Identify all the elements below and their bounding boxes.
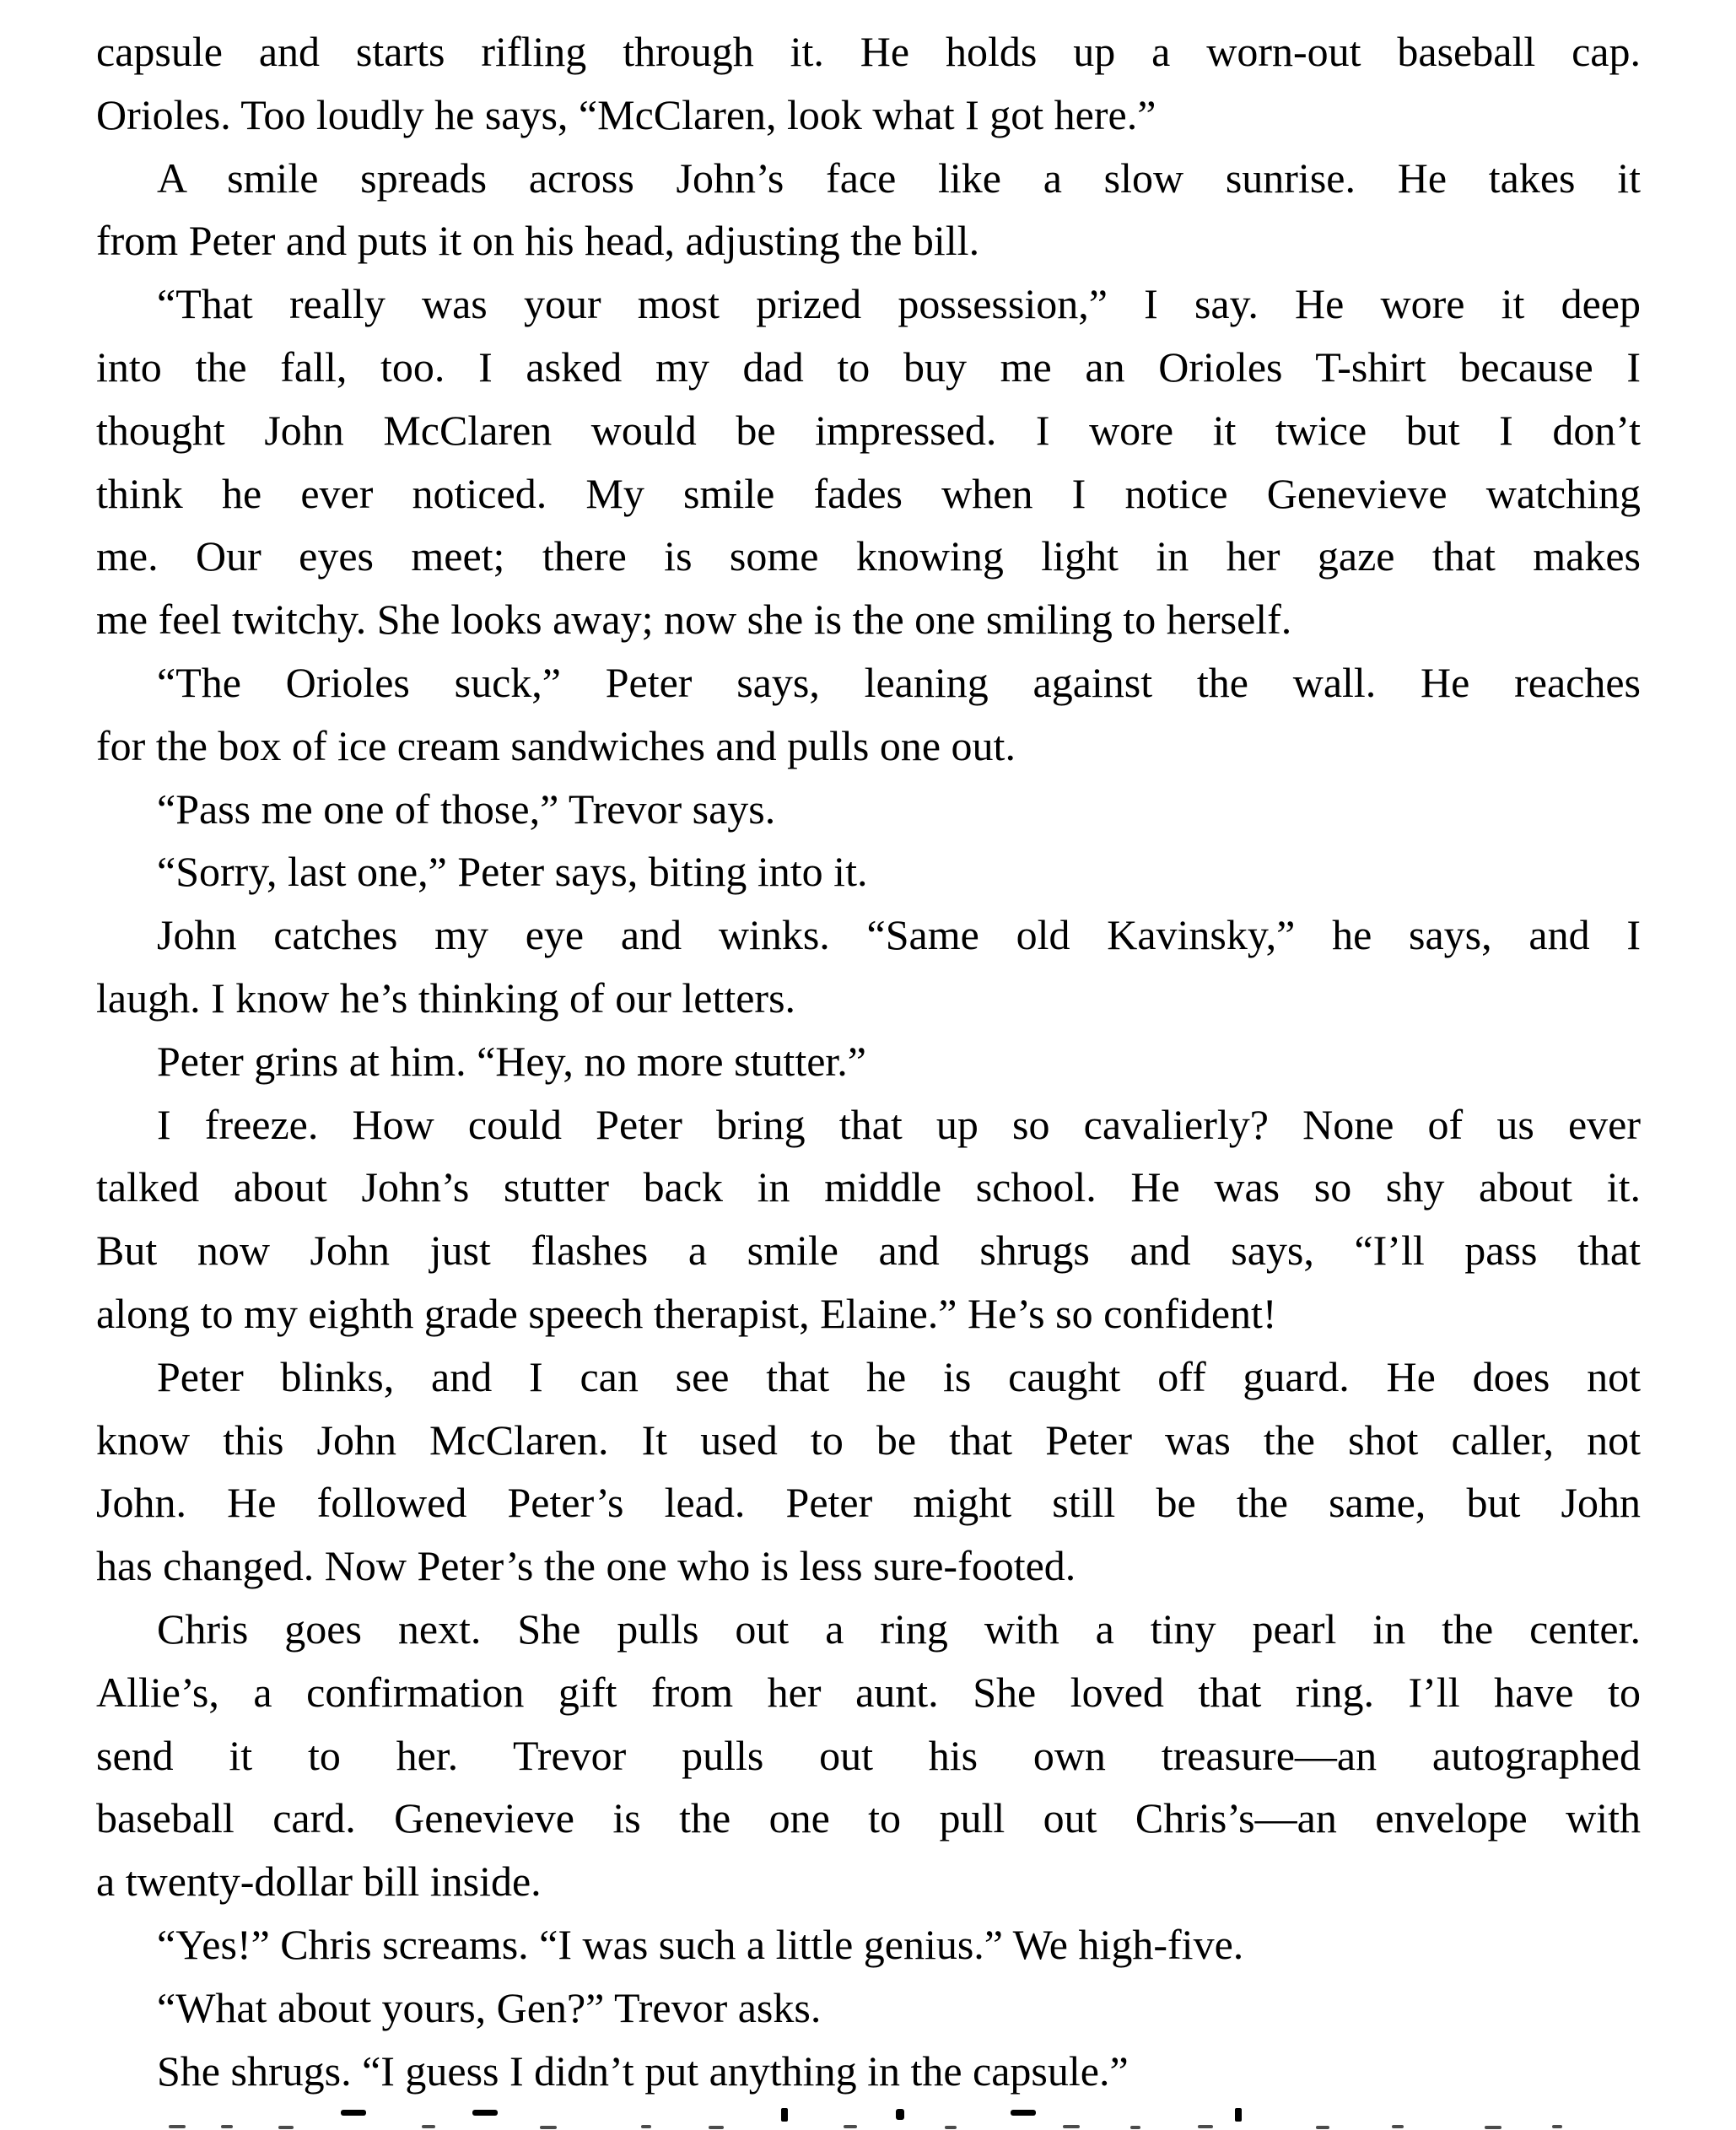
text-line: laugh. I know he’s thinking of our letters. [96, 973, 796, 1022]
text-line: me. Our eyes meet; there is some knowing light in her gaze that makes [96, 532, 1641, 580]
text-line: into the fall, too. I asked my dad to buy me an Orioles T-shirt because I [96, 342, 1641, 391]
text-line: send it to her. Trevor pulls out his own treasure—an autographed [96, 1731, 1641, 1779]
paragraph [96, 2040, 1641, 2103]
text-line: talked about John’s stutter back in middle school. He was so shy about it. [96, 1163, 1641, 1211]
text-line: “The Orioles suck,” Peter says, leaning against the wall. He reaches [157, 658, 1641, 706]
paragraph [96, 1976, 1641, 2040]
text-line: me feel twitchy. She looks away; now she is the one smiling to herself. [96, 596, 1292, 644]
text-line: “Sorry, last one,” Peter says, biting into it. [157, 848, 868, 896]
paragraph [96, 903, 1641, 1030]
text-line: for the box of ice cream sandwiches and pulls one out. [96, 721, 1016, 769]
text-line: A smile spreads across John’s face like a slow sunrise. He takes it [157, 154, 1641, 202]
paragraph [96, 1913, 1641, 1976]
text-line: “Yes!” Chris screams. “I was such a little genius.” We high-five. [157, 1920, 1244, 1968]
text-line: think he ever noticed. My smile fades when I notice Genevieve watching [96, 469, 1641, 517]
paragraph [96, 1030, 1641, 1093]
text-line: John. He followed Peter’s lead. Peter might still be the same, but John [96, 1479, 1641, 1527]
paragraph [96, 1345, 1641, 1598]
text-line: “That really was your most prized possession,” I say. He wore it deep [157, 280, 1641, 328]
text-line: thought John McClaren would be impressed. I wore it twice but I don’t [96, 406, 1641, 454]
paragraph [96, 778, 1641, 841]
text-line: John catches my eye and winks. “Same old Kavinsky,” he says, and I [157, 911, 1641, 959]
paragraph [96, 1093, 1641, 1345]
text-line: capsule and starts rifling through it. He holds up a worn-out baseball cap. [96, 28, 1641, 75]
text-line: Peter grins at him. “Hey, no more stutter.” [157, 1037, 866, 1085]
text-line: a twenty-dollar bill inside. [96, 1858, 542, 1906]
paragraph [96, 840, 1641, 903]
paragraph [96, 1598, 1641, 1913]
text-line: Orioles. Too loudly he says, “McClaren, look what I got here.” [96, 90, 1156, 138]
clipped-text-line-fragments [0, 2108, 1736, 2130]
text-line: Peter blinks, and I can see that he is caught off guard. He does not [157, 1352, 1641, 1400]
text-line: But now John just flashes a smile and shrugs and says, “I’ll pass that [96, 1227, 1641, 1275]
page-text [96, 20, 1641, 2102]
text-line: along to my eighth grade speech therapist, Elaine.” He’s so confident! [96, 1289, 1277, 1337]
text-line: Chris goes next. She pulls out a ring with a tiny pearl in the center. [157, 1604, 1641, 1653]
text-line: from Peter and puts it on his head, adjusting the bill. [96, 217, 980, 265]
text-line: baseball card. Genevieve is the one to pull out Chris’s—an envelope with [96, 1794, 1641, 1842]
text-line: has changed. Now Peter’s the one who is less sure-footed. [96, 1542, 1076, 1590]
text-line: know this John McClaren. It used to be that Peter was the shot caller, not [96, 1416, 1641, 1464]
text-line: I freeze. How could Peter bring that up so cavalierly? None of us ever [157, 1100, 1641, 1148]
text-line: She shrugs. “I guess I didn’t put anything in the capsule.” [157, 2046, 1129, 2095]
paragraph [96, 147, 1641, 273]
text-line: “What about yours, Gen?” Trevor asks. [157, 1983, 822, 2031]
paragraph [96, 651, 1641, 778]
paragraph [96, 20, 1641, 147]
paragraph [96, 272, 1641, 651]
text-line: Allie’s, a confirmation gift from her aunt. She loved that ring. I’ll have to [96, 1668, 1641, 1716]
text-line: “Pass me one of those,” Trevor says. [157, 785, 776, 833]
